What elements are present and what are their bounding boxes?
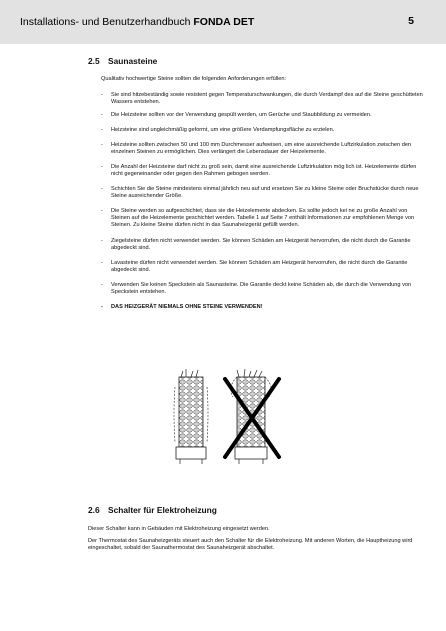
paragraph: Dieser Schalter kann in Gebäuden mit Elektroheizung eingesetzt werden. [88,526,270,532]
section-schalter-elektroheizung [88,505,423,552]
list-item [101,142,423,156]
page-number: 5 [408,15,414,27]
list-item [101,112,423,119]
bullet-dash: - [101,163,103,170]
bullet-dash: - [101,303,103,310]
correct-stone-stack-icon [174,369,208,464]
bullet-dash: - [101,281,103,288]
list-item-text: Sie sind hitzebeständig sowie resistent gegen Temperaturschwankungen, die durch Verdampf des auf die Steine geschütteten Wassers entstehen. [111,92,423,105]
list-item-text: Verwenden Sie keinen Speckstein als Saunasteine. Die Garantie deckt keine Schäden ab, die durch die Verwendung von Speckstein entstehen. [111,281,412,295]
section-number: 2.6 [88,505,100,515]
list-item [101,208,423,229]
section-saunasteine [88,56,423,311]
stone-figure-svg [165,367,285,467]
bullet-dash: - [101,237,103,244]
list-item-text: Die Heizsteine sollten vor der Verwendung gespült werden, um Gerüche und Staubbildung zu vermeiden. [111,111,372,118]
section-number: 2.5 [88,56,100,66]
list-item [101,260,423,274]
list-item [101,127,423,134]
stone-stacking-figure [165,367,285,467]
bullet-dash: - [101,141,103,148]
section-title: Saunasteine [108,56,158,66]
list-item [101,92,423,106]
bullet-dash: - [101,185,103,192]
incorrect-stone-stack-crossed-icon [225,369,279,464]
document-title [20,16,254,28]
title-product: FONDA DET [193,16,255,28]
bullet-dash: - [101,92,103,98]
list-item-text: Die Anzahl der Heizsteine darf nicht zu groß sein, damit eine ausreichende Luftzirkulation mög lich ist. Heizelemente dürfen nicht gegeneinander oder gegen den Rahmen gebogen werden. [111,163,417,177]
list-item-text: Schichten Sie die Steine mindestens einmal jährlich neu auf und ersetzen Sie zu kleine Steine oder Bruchstücke durch neue Steine ausreichender Größe. [111,185,419,199]
section-title: Schalter für Elektroheizung [108,505,217,515]
warning-text: DAS HEIZGERÄT NIEMALS OHNE STEINE VERWENDEN! [111,303,263,310]
list-item [101,238,423,252]
title-prefix: Installations- und Benutzerhandbuch [20,16,194,28]
list-item-text: Ziegelsteine dürfen nicht verwendet werden. Sie können Schäden am Heizgerät hervorrufen, die nicht durch die Garantie abgedeckt sind. [111,237,411,251]
list-item-text: Lavasteine dürfen nicht verwendet werden. Sie können Schäden am Heizgerät hervorrufen, die nicht durch die Garantie abgedeckt sind. [111,259,408,273]
list-item-text: Heizsteine sind ungleichmäßig geformt, um eine größere Verdampfungsfläche zu erzielen. [111,126,335,133]
list-item-text: Heizsteine sollten zwischen 50 und 100 mm Durchmesser aufweisen, um eine ausreichende Luftzirkulation zwischen den einzelnen Steinen zu ermöglichen. Dies verlängert die Lebensdauer der Heizelemente. [111,141,412,155]
section-heading [88,56,423,66]
paragraph: Der Thermostat des Saunaheizgeräts steuert auch den Schalter für die Elektroheizung. Mit anderen Worten, die Hauptheizung wird eingeschaltet, sobald der Saunathermostat des Saunaheizgerät abschaltet. [88,538,413,551]
list-item [101,186,423,200]
bullet-dash: - [101,207,103,214]
list-item-text: Die Steine werden so aufgeschichtet, dass sie die Heizelemente abdecken. Es sollte jedoch kei ne zu große Anzahl von Steinen auf die Heizelemente geschichtet werden. Tabelle 1 auf Seite 7 enthält Informationen zur empfohlenen Menge von Steinen. Zu kleine Steine dürfen nicht in das Saunaheizgerät gefüllt werden. [111,207,415,228]
list-item [101,164,423,178]
page-header [0,0,446,44]
stone-requirements-list [88,92,423,311]
bullet-dash: - [101,111,103,118]
bullet-dash: - [101,259,103,266]
list-item [101,282,423,296]
bullet-dash: - [101,126,103,133]
warning-item [101,304,423,311]
section-heading [88,505,423,515]
section-intro: Qualitativ hochwertige Steine sollten die folgenden Anforderungen erfüllen: [101,76,287,82]
